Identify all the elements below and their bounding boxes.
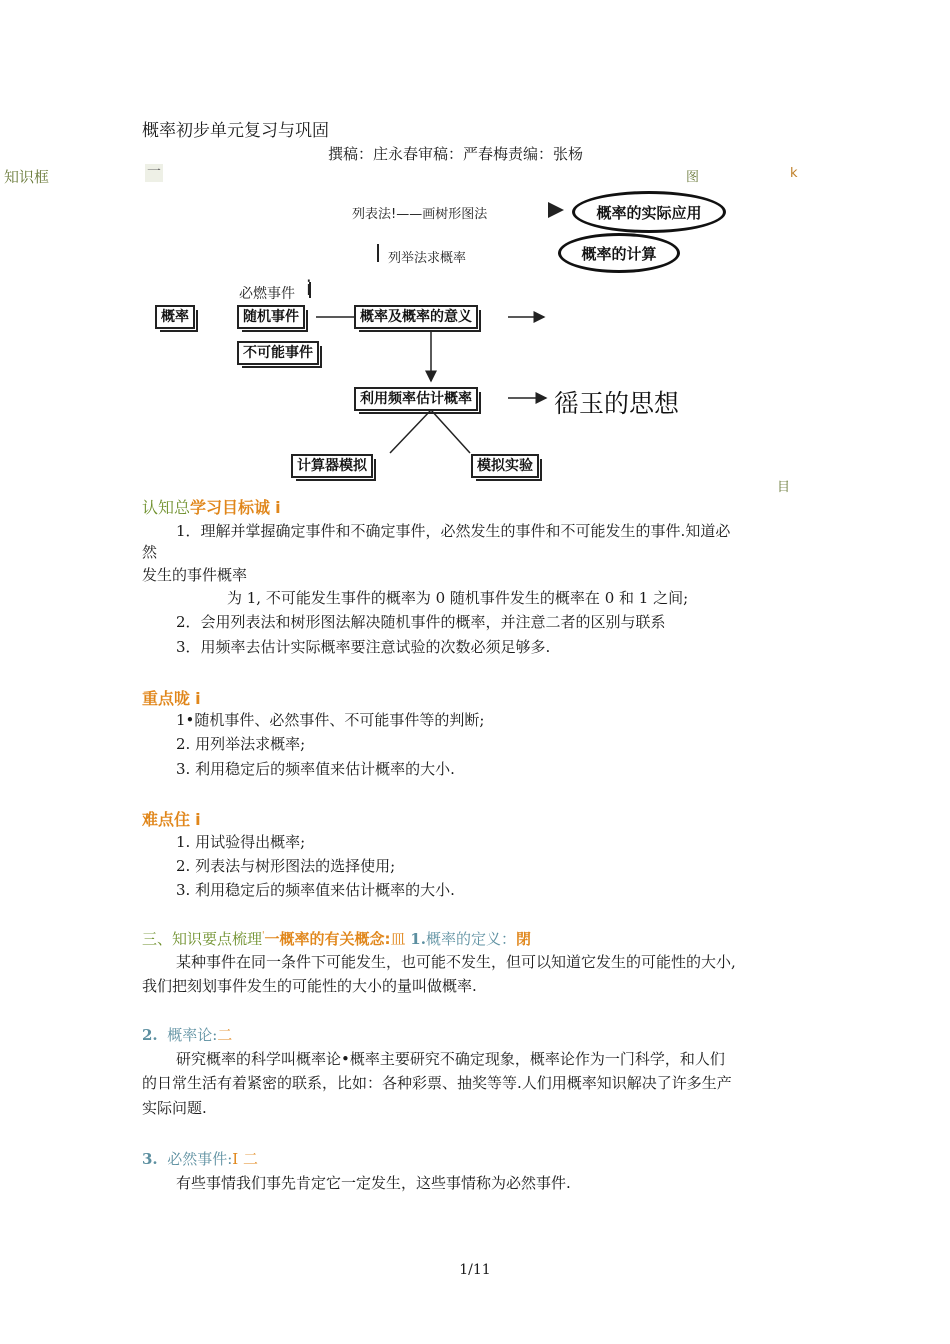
learning-goals-mark: i	[275, 498, 281, 517]
goal-item-1-line-c: 发生的事件概率	[142, 566, 248, 584]
goal-item-1-line-a: 1．理解并掌握确定事件和不确定事件，必然发生的事件和不可能发生的事件.知道必	[176, 522, 731, 540]
definition-para-line-2: 我们把刻划事件发生的可能性的大小的量叫做概率.	[142, 977, 477, 995]
corner-label-right: k	[790, 166, 798, 181]
definition-label: 概率的定义：	[425, 930, 516, 948]
certain-event-title: 必然事件:	[167, 1150, 233, 1168]
corner-label-left: 知识框	[4, 168, 50, 186]
knowledge-points-heading	[142, 928, 531, 949]
definition-para-line-1: 某种事件在同一条件下可能发生，也可能不发生，但可以知道它发生的可能性的大小,	[176, 953, 736, 971]
knowledge-points-sup: '	[262, 931, 265, 941]
knowledge-points-title: 三、知识要点梳理	[142, 930, 263, 948]
learning-goals-title: 学习目标诚	[190, 498, 271, 517]
oval-practical-application: 概率的实际应用	[572, 191, 726, 233]
page-number: 1/11	[459, 1262, 491, 1278]
goal-item-1-line-b: 然	[142, 543, 158, 561]
enum-method-label: 列举法求概率	[388, 251, 467, 266]
definition-mark: 閉	[515, 930, 531, 948]
document-title: 概率初步单元复习与巩固	[142, 121, 329, 141]
diagram-connectors	[0, 0, 950, 500]
knowledge-points-box-mark: 皿	[390, 930, 406, 948]
certain-event-label: 必燃事件	[239, 286, 295, 302]
diagram-corner-mark: 目	[777, 480, 791, 495]
goal-item-1-line-d: 为 1, 不可能发生事件的概率为 0 随机事件发生的概率在 0 和 1 之间;	[227, 589, 689, 607]
key-point-item-2: 2. 用列举法求概率;	[176, 735, 306, 753]
box-simulation-experiment: 模拟实验	[471, 454, 539, 478]
difficulties-heading	[142, 807, 201, 830]
box-frequency-estimate: 利用频率估计概率	[354, 387, 478, 411]
certain-event-head-mark: I 二	[232, 1150, 258, 1168]
definition-number: 1.	[410, 930, 426, 948]
probability-theory-para-line-1: 研究概率的科学叫概率论•概率主要研究不确定现象，概率论作为一门科学，和人们	[176, 1050, 725, 1068]
box-impossible-event: 不可能事件	[237, 341, 319, 365]
certain-event-number: 3.	[142, 1150, 158, 1168]
probability-theory-para-line-2: 的日常生活有着紧密的联系，比如：各种彩票、抽奖等等.人们用概率知识解决了许多生产	[142, 1074, 732, 1092]
list-method-label: 列表法!——画树形图法	[352, 207, 488, 222]
difficulty-item-1: 1. 用试验得出概率;	[176, 833, 306, 851]
probability-theory-para-line-3: 实际问题.	[142, 1099, 207, 1117]
key-point-item-3: 3. 利用稳定后的频率值来估计概率的大小.	[176, 760, 455, 778]
difficulties-title: 难点住	[142, 810, 191, 829]
box-probability: 概率	[155, 305, 195, 329]
box-random-event: 随机事件	[237, 305, 305, 329]
certain-event-mark: i	[306, 276, 312, 300]
probability-theory-number: 2.	[142, 1026, 158, 1044]
document-authors: 撰稿：庄永春审稿：严春梅责编：张杨	[328, 145, 584, 163]
goal-item-3: 3．用频率去估计实际概率要注意试验的次数必须足够多.	[176, 638, 551, 656]
oval-probability-calculation: 概率的计算	[558, 233, 680, 273]
learning-goals-prefix: 认知总	[142, 498, 191, 517]
difficulties-mark: i	[195, 810, 201, 829]
probability-theory-heading	[142, 1024, 232, 1046]
box-probability-meaning: 概率及概率的意义	[354, 305, 478, 329]
key-points-heading	[142, 686, 201, 709]
goal-item-2: 2．会用列表法和树形图法解决随机事件的概率，并注意二者的区别与联系	[176, 613, 666, 631]
learning-goals-heading	[142, 495, 281, 518]
corner-dash: 一	[147, 164, 161, 180]
key-points-title: 重点咙	[142, 689, 191, 708]
difficulty-item-3: 3. 利用稳定后的频率值来估计概率的大小.	[176, 881, 455, 899]
corner-label-mid: 图	[686, 170, 700, 185]
difficulty-item-2: 2. 列表法与树形图法的选择使用;	[176, 857, 396, 875]
probability-theory-mark: 二	[217, 1026, 233, 1044]
certain-event-heading	[142, 1148, 258, 1170]
key-point-item-1: 1•随机事件、必然事件、不可能事件等的判断;	[176, 711, 485, 729]
certain-event-para: 有些事情我们事先肯定它一定发生，这些事情称为必然事件.	[176, 1174, 571, 1192]
box-calculator-simulation: 计算器模拟	[291, 454, 373, 478]
diagram-big-text: 徭玉的思想	[554, 389, 680, 418]
probability-theory-label: 概率论:	[167, 1026, 218, 1044]
key-points-mark: i	[195, 689, 201, 708]
probability-concepts-title: 一概率的有关概念:	[264, 930, 391, 948]
